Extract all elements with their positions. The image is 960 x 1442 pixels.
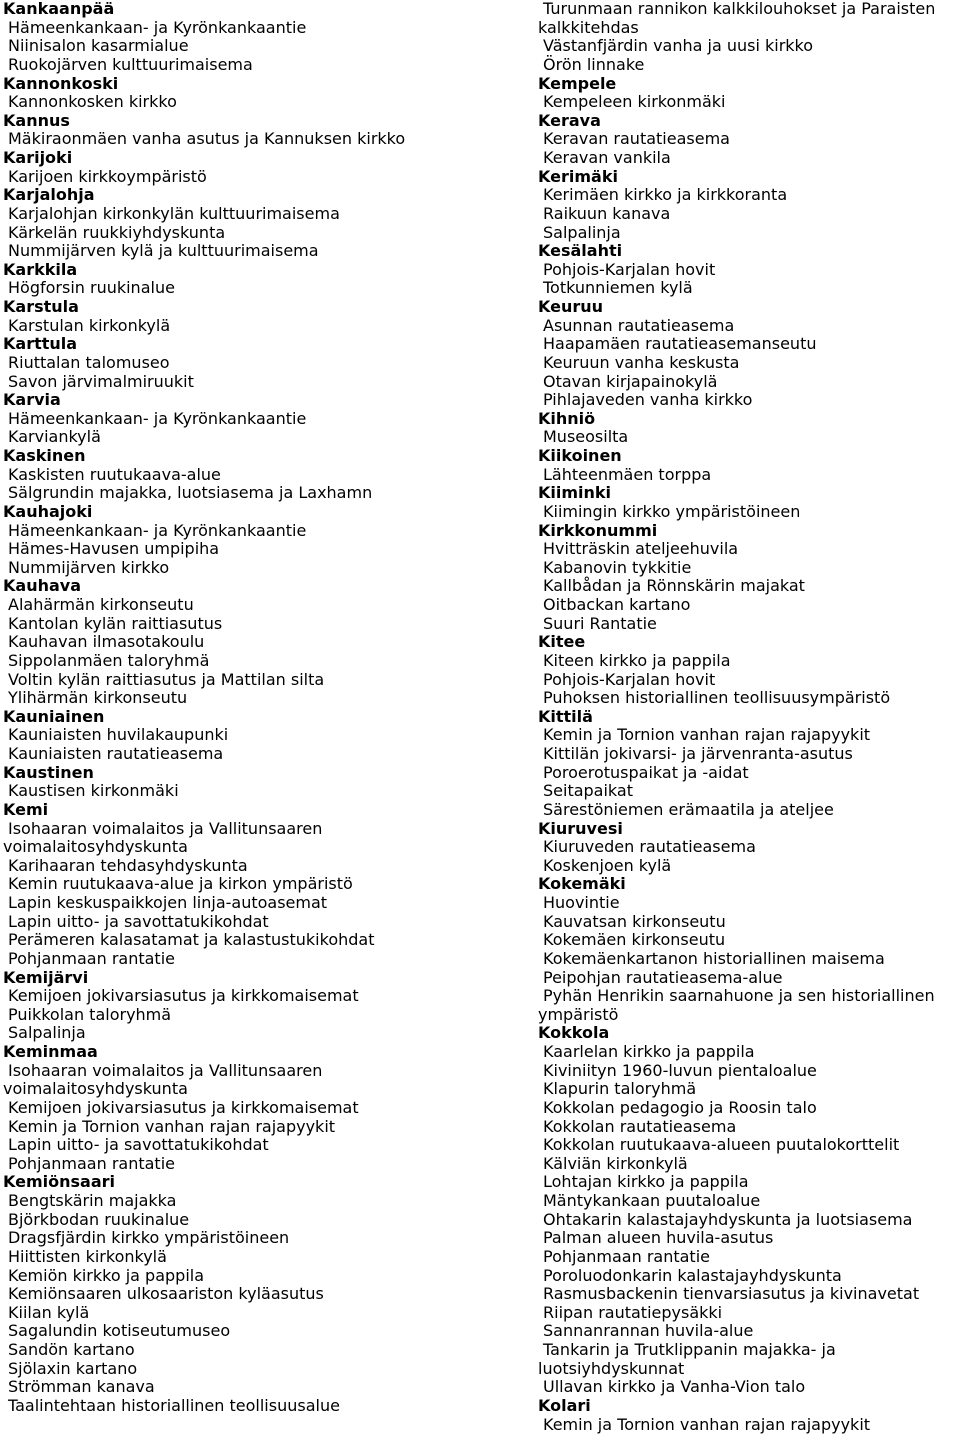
municipality-heading: Kannus (3, 110, 70, 130)
site-entry: Puikkolan taloryhmä (8, 1004, 172, 1024)
site-entry: Keuruun vanha keskusta (543, 352, 740, 372)
site-entry: Turunmaan rannikon kalkkilouhokset ja Paraisten (543, 0, 936, 18)
right-column (538, 0, 958, 1434)
site-entry: Totkunniemen kylä (543, 278, 693, 298)
site-entry: Pihlajaveden vanha kirkko (543, 390, 753, 410)
municipality-heading: Kirkkonummi (538, 520, 658, 540)
site-entry: Otavan kirjapainokylä (543, 371, 718, 391)
site-entry: Huovintie (543, 893, 620, 912)
site-entry: Asunnan rautatieasema (543, 315, 735, 335)
site-entry: Pyhän Henrikin saarnahuone ja sen historiallinen (543, 986, 935, 1006)
site-entry: Poroerotuspaikat ja -aidat (543, 762, 749, 782)
municipality-heading: Keuruu (538, 297, 604, 316)
site-entry: Högforsin ruukinalue (8, 278, 175, 298)
site-entry: Kälviän kirkonkylä (543, 1153, 688, 1173)
site-entry: Karijoen kirkkoympäristö (8, 166, 207, 186)
site-entry: Sälgrundin majakka, luotsiasema ja Laxhamn (8, 483, 373, 503)
site-entry: Voltin kylän raittiasutus ja Mattilan silta (8, 669, 325, 689)
site-entry: Salpalinja (543, 222, 621, 242)
site-entry: Sjölaxin kartano (8, 1358, 138, 1378)
site-entry: Ullavan kirkko ja Vanha-Vion talo (543, 1377, 806, 1397)
municipality-heading: Kesälahti (538, 241, 623, 261)
site-entry: Kiilan kylä (8, 1302, 90, 1322)
site-entry: Raikuun kanava (543, 203, 671, 223)
municipality-heading: Kemiönsaari (3, 1172, 115, 1192)
municipality-heading: Karstula (3, 297, 79, 316)
municipality-heading: Kaskinen (3, 446, 86, 465)
site-entry: Kauniaisten rautatieasema (8, 744, 224, 763)
site-entry: Seitapaikat (543, 781, 633, 801)
site-entry: Pohjois-Karjalan hovit (543, 259, 716, 279)
municipality-heading: Karvia (3, 390, 61, 410)
site-entry: Lapin keskuspaikkojen linja-autoasemat (8, 893, 328, 912)
municipality-heading: Kerava (538, 110, 601, 130)
site-entry: Särestöniemen erämaatila ja ateljee (543, 799, 834, 819)
site-entry: Hämeenkankaan- ja Kyrönkankaantie (8, 408, 307, 428)
municipality-heading: Kaustinen (3, 762, 94, 782)
site-entry: Ruokojärven kulttuurimaisema (8, 54, 253, 74)
municipality-heading: Kemijärvi (3, 967, 89, 987)
site-entry: Sannanrannan huvila-alue (543, 1321, 754, 1341)
municipality-heading: Kokemäki (538, 874, 626, 894)
site-entry: Björkbodan ruukinalue (8, 1209, 190, 1229)
site-entry: Niinisalon kasarmialue (8, 36, 189, 56)
site-entry: Nummijärven kylä ja kulttuurimaisema (8, 241, 319, 261)
site-entry: Rasmusbackenin tienvarsiasutus ja kivinavetat (543, 1284, 920, 1304)
site-entry: Sagalundin kotiseutumuseo (8, 1321, 231, 1341)
municipality-heading: Kankaanpää (3, 0, 115, 18)
site-entry: Isohaaran voimalaitos ja Vallitunsaaren (8, 818, 323, 838)
site-entry: Klapurin taloryhmä (543, 1079, 697, 1099)
site-entry: Suuri Rantatie (543, 613, 657, 633)
municipality-heading: Kitee (538, 632, 586, 652)
municipality-heading: Kiuruvesi (538, 818, 623, 838)
site-entry: Kokemäenkartanon historiallinen maisema (543, 948, 885, 968)
site-entry: Nummijärven kirkko (8, 557, 170, 577)
site-entry: Karjalohjan kirkonkylän kulttuurimaisema (8, 203, 340, 223)
site-entry: Sandön kartano (8, 1340, 135, 1359)
site-entry: Kannonkosken kirkko (8, 92, 177, 112)
site-entry: Karihaaran tehdasyhdyskunta (8, 855, 248, 875)
site-entry: Sippolanmäen taloryhmä (8, 650, 210, 670)
site-entry: Kemiön kirkko ja pappila (8, 1265, 205, 1285)
municipality-heading: Karkkila (3, 259, 78, 279)
site-entry: Lähteenmäen torppa (543, 464, 712, 484)
site-entry-continuation: ympäristö (538, 1004, 619, 1024)
site-entry: Lohtajan kirkko ja pappila (543, 1172, 749, 1192)
site-entry: Palman alueen huvila-asutus (543, 1228, 774, 1248)
municipality-heading: Kannonkoski (3, 73, 119, 93)
site-entry: Kemin ja Tornion vanhan rajan rajapyykit (543, 1414, 871, 1434)
municipality-heading: Karijoki (3, 148, 73, 167)
site-entry: Pohjanmaan rantatie (8, 1153, 175, 1173)
site-entry: Kaskisten ruutukaava-alue (8, 464, 221, 484)
site-entry: Kiteen kirkko ja pappila (543, 650, 731, 670)
site-entry: Västanfjärdin vanha ja uusi kirkko (543, 36, 814, 56)
site-entry: Kemin ja Tornion vanhan rajan rajapyykit (8, 1116, 336, 1136)
municipality-heading: Karttula (3, 334, 78, 354)
site-entry: Pohjanmaan rantatie (543, 1246, 710, 1266)
site-entry: Hämeenkankaan- ja Kyrönkankaantie (8, 520, 307, 540)
site-entry: Peipohjan rautatieasema-alue (543, 967, 783, 987)
site-entry: Kärkelän ruukkiyhdyskunta (8, 222, 226, 242)
site-entry: Kiimingin kirkko ympäristöineen (543, 501, 801, 521)
municipality-heading: Kerimäki (538, 166, 618, 186)
site-entry: Kokkolan rautatieasema (543, 1116, 737, 1136)
site-entry: Pohjois-Karjalan hovit (543, 669, 716, 689)
site-entry: Kallbådan ja Rönnskärin majakat (543, 576, 805, 596)
site-entry: Kauniaisten huvilakaupunki (8, 725, 229, 745)
site-entry: Oitbackan kartano (543, 595, 691, 614)
site-entry: Kerimäen kirkko ja kirkkoranta (543, 185, 788, 205)
site-entry-continuation: voimalaitosyhdyskunta (3, 1079, 188, 1099)
site-entry: Pohjanmaan rantatie (8, 948, 175, 968)
site-entry: Riipan rautatiepysäkki (543, 1302, 723, 1322)
municipality-heading: Kittilä (538, 706, 593, 726)
site-entry: Keravan rautatieasema (543, 129, 730, 149)
site-entry: Kittilän jokivarsi- ja järvenranta-asutus (543, 744, 853, 763)
municipality-heading: Kauhajoki (3, 501, 93, 521)
site-entry: Strömman kanava (8, 1377, 155, 1397)
site-entry: Kempeleen kirkonmäki (543, 92, 726, 112)
site-entry: Kemijoen jokivarsiasutus ja kirkkomaisemat (8, 1097, 359, 1117)
site-entry: Kemin ja Tornion vanhan rajan rajapyykit (543, 725, 871, 745)
site-entry: Hvitträskin ateljeehuvila (543, 539, 739, 559)
site-entry: Riuttalan talomuseo (8, 352, 170, 372)
site-entry: Kiviniityn 1960-luvun pientaloalue (543, 1060, 817, 1080)
municipality-heading: Kiiminki (538, 483, 612, 503)
site-entry: Koskenjoen kylä (543, 855, 672, 875)
site-entry: Taalintehtaan historiallinen teollisuusalue (8, 1395, 340, 1415)
site-entry: Kemin ruutukaava-alue ja kirkon ympäristö (8, 874, 353, 894)
site-entry: Salpalinja (8, 1023, 86, 1043)
municipality-heading: Kauhava (3, 576, 81, 596)
site-entry: Örön linnake (543, 54, 645, 74)
municipality-heading: Kolari (538, 1395, 591, 1415)
site-entry-continuation: luotsiyhdyskunnat (538, 1358, 685, 1378)
site-entry: Mäkiraonmäen vanha asutus ja Kannuksen kirkko (8, 129, 406, 149)
municipality-heading: Kokkola (538, 1023, 610, 1043)
site-entry: Kokkolan ruutukaava-alueen puutalokorttelit (543, 1135, 900, 1155)
municipality-heading: Keminmaa (3, 1042, 98, 1061)
site-entry: Kokemäen kirkonseutu (543, 930, 726, 950)
site-entry: Dragsfjärdin kirkko ympäristöineen (8, 1228, 290, 1248)
municipality-heading: Kauniainen (3, 706, 105, 726)
site-entry: Haapamäen rautatieasemanseutu (543, 334, 817, 354)
site-entry-continuation: voimalaitosyhdyskunta (3, 837, 188, 857)
site-entry: Lapin uitto- ja savottatukikohdat (8, 911, 269, 931)
site-entry: Alahärmän kirkonseutu (8, 595, 194, 614)
municipality-heading: Kihniö (538, 408, 596, 428)
site-entry: Kantolan kylän raittiasutus (8, 613, 223, 633)
site-entry: Savon järvimalmiruukit (8, 371, 194, 391)
municipality-heading: Kempele (538, 73, 617, 93)
site-entry: Isohaaran voimalaitos ja Vallitunsaaren (8, 1060, 323, 1080)
site-entry: Tankarin ja Trutklippanin majakka- ja (543, 1340, 836, 1359)
site-entry: Ylihärmän kirkonseutu (8, 688, 188, 708)
site-entry: Kokkolan pedagogio ja Roosin talo (543, 1097, 817, 1117)
site-entry: Hämes-Havusen umpipiha (8, 539, 220, 559)
site-entry: Ohtakarin kalastajayhdyskunta ja luotsiasema (543, 1209, 913, 1229)
site-entry: Hämeenkankaan- ja Kyrönkankaantie (8, 17, 307, 37)
municipality-heading: Karjalohja (3, 185, 95, 205)
site-entry: Museosilta (543, 427, 629, 447)
site-entry: Kiuruveden rautatieasema (543, 837, 756, 857)
site-entry: Kemijoen jokivarsiasutus ja kirkkomaisemat (8, 986, 359, 1006)
site-entry-continuation: kalkkitehdas (538, 17, 639, 37)
municipality-heading: Kiikoinen (538, 446, 622, 465)
site-entry: Poroluodonkarin kalastajayhdyskunta (543, 1265, 842, 1285)
site-entry: Perämeren kalasatamat ja kalastustukikohdat (8, 930, 375, 950)
site-entry: Kemiönsaaren ulkosaariston kyläasutus (8, 1284, 324, 1304)
site-entry: Puhoksen historiallinen teollisuusympäristö (543, 688, 891, 708)
site-entry: Keravan vankila (543, 148, 671, 167)
site-entry: Hiittisten kirkonkylä (8, 1246, 167, 1266)
site-entry: Kauvatsan kirkonseutu (543, 911, 726, 931)
site-entry: Mäntykankaan puutaloalue (543, 1191, 761, 1210)
site-entry: Karviankylä (8, 427, 101, 447)
municipality-heading: Kemi (3, 799, 49, 819)
site-entry: Kauhavan ilmasotakoulu (8, 632, 205, 652)
site-entry: Kaarlelan kirkko ja pappila (543, 1042, 755, 1061)
site-entry: Karstulan kirkonkylä (8, 315, 171, 335)
left-column (3, 0, 533, 1416)
site-entry: Kaustisen kirkonmäki (8, 781, 179, 801)
site-entry: Lapin uitto- ja savottatukikohdat (8, 1135, 269, 1155)
site-entry: Kabanovin tykkitie (543, 557, 692, 577)
site-entry: Bengtskärin majakka (8, 1191, 177, 1210)
